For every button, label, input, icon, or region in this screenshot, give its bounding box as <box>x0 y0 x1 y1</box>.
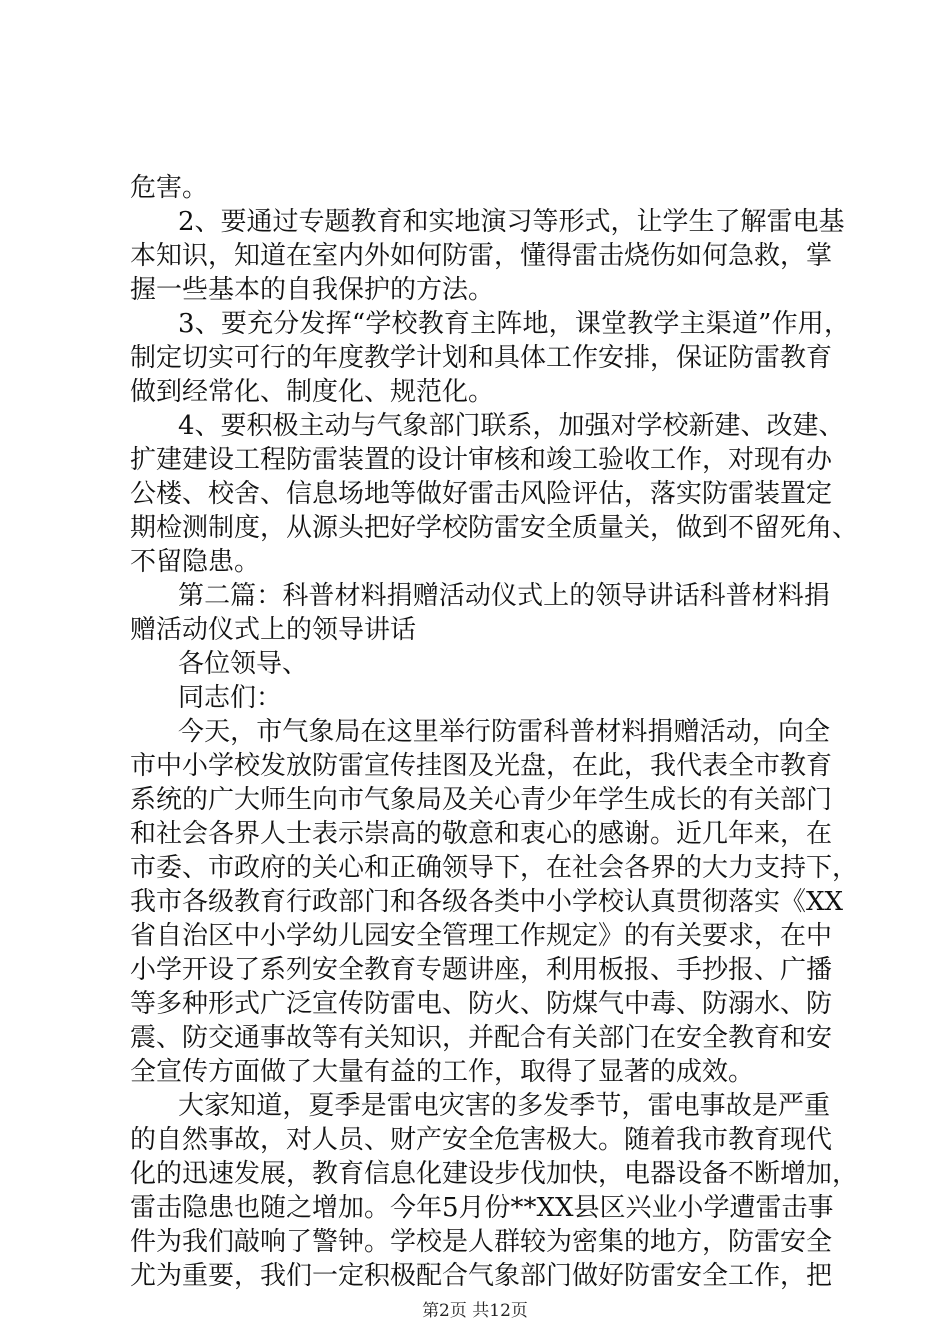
text-line: 等多种形式广泛宣传防雷电、防火、防煤气中毒、防溺水、防 <box>130 989 833 1019</box>
paragraph-start-line: 3、要充分发挥“学校教育主阵地，课堂教学主渠道”作用， <box>178 309 850 339</box>
text-line: 小学开设了系列安全教育专题讲座，利用板报、手抄报、广播 <box>130 955 833 985</box>
text-line: 尤为重要，我们一定积极配合气象部门做好防雷安全工作，把 <box>130 1261 833 1291</box>
paragraph-start-line: 大家知道，夏季是雷电灾害的多发季节，雷电事故是严重 <box>178 1091 830 1121</box>
page-number-footer: 第2页 共12页 <box>422 1301 528 1321</box>
text-line: 危害。 <box>130 173 209 203</box>
text-line: 市委、市政府的关心和正确领导下，在社会各界的大力支持下， <box>130 853 859 883</box>
text-line: 震、防交通事故等有关知识，并配合有关部门在安全教育和安 <box>130 1023 833 1053</box>
paragraph-start-line: 2、要通过专题教育和实地演习等形式，让学生了解雷电基 <box>178 207 845 237</box>
text-line: 的自然事故，对人员、财产安全危害极大。随着我市教育现代 <box>130 1125 833 1155</box>
section-heading-line: 第二篇：科普材料捐赠活动仪式上的领导讲话科普材料捐 <box>178 581 830 611</box>
text-line: 制定切实可行的年度教学计划和具体工作安排，保证防雷教育 <box>130 343 833 373</box>
section-heading-line: 赠活动仪式上的领导讲话 <box>130 615 417 645</box>
text-line: 公楼、校舍、信息场地等做好雷击风险评估，落实防雷装置定 <box>130 479 833 509</box>
text-line: 本知识，知道在室内外如何防雷，懂得雷击烧伤如何急救，掌 <box>130 241 833 271</box>
text-line: 化的迅速发展，教育信息化建设步伐加快，电器设备不断增加， <box>130 1159 859 1189</box>
text-line: 雷击隐患也随之增加。今年5月份**XX县区兴业小学遭雷击事 <box>130 1193 834 1223</box>
text-line: 不留隐患。 <box>130 547 261 577</box>
text-line: 握一些基本的自我保护的方法。 <box>130 275 495 305</box>
text-line: 做到经常化、制度化、规范化。 <box>130 377 495 407</box>
text-line: 期检测制度，从源头把好学校防雷安全质量关，做到不留死角、 <box>130 513 859 543</box>
text-line: 和社会各界人士表示崇高的敬意和衷心的感谢。近几年来，在 <box>130 819 833 849</box>
text-line: 件为我们敲响了警钟。学校是人群较为密集的地方，防雷安全 <box>130 1227 833 1257</box>
text-line: 我市各级教育行政部门和各级各类中小学校认真贯彻落实《XX <box>130 887 844 917</box>
text-line: 扩建建设工程防雷装置的设计审核和竣工验收工作，对现有办 <box>130 445 833 475</box>
text-line: 系统的广大师生向市气象局及关心青少年学生成长的有关部门 <box>130 785 833 815</box>
text-line: 市中小学校发放防雷宣传挂图及光盘，在此，我代表全市教育 <box>130 751 833 781</box>
text-line: 全宣传方面做了大量有益的工作，取得了显著的成效。 <box>130 1057 755 1087</box>
paragraph-start-line: 4、要积极主动与气象部门联系，加强对学校新建、改建、 <box>178 411 845 441</box>
paragraph-start-line: 今天，市气象局在这里举行防雷科普材料捐赠活动，向全 <box>178 717 830 747</box>
salutation-line: 各位领导、 <box>178 649 309 679</box>
salutation-line: 同志们： <box>178 683 283 713</box>
text-line: 省自治区中小学幼儿园安全管理工作规定》的有关要求，在中 <box>130 921 833 951</box>
